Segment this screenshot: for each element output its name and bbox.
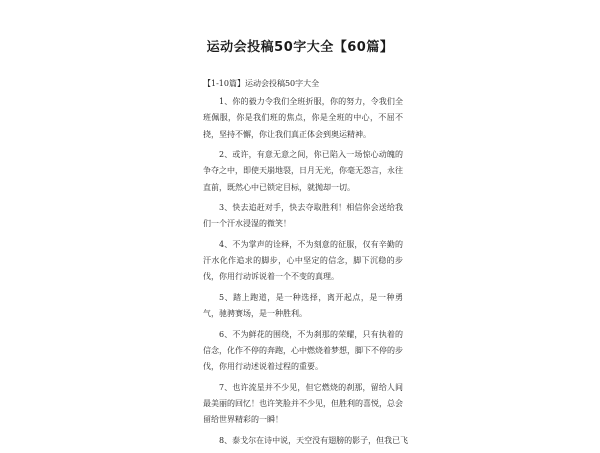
paragraph-6: 6、不为鲜花的围绕，不为刹那的荣耀，只有执着的信念，化作不停的奔跑，心中燃烧着梦想，脚下不停的步伐，你用行动述说着过程的重要。	[203, 329, 403, 372]
paragraph-8: 8、泰戈尔在诗中说，天空没有翅膀的影子，但我已飞	[219, 435, 409, 445]
document-title: 运动会投稿50字大全【60篇】	[206, 40, 394, 55]
paragraph-3: 3、快去追赶对手，快去夺取胜利！相信你会送给我们一个汗水浸湿的微笑！	[203, 203, 403, 229]
paragraph-4: 4、不为掌声的诠释，不为刻意的征服，仅有辛勤的汗水化作追求的脚步，心中坚定的信念，脚下沉稳的步伐，你用行动诉说着一个不变的真理。	[203, 240, 403, 282]
section-heading: 【1-10篇】运动会投稿50字大全	[203, 79, 320, 88]
document-body	[203, 76, 409, 453]
paragraph-1: 1、你的毅力令我们全班折服，你的努力，令我们全班佩服，你是我们班的焦点，你是全班的中心，不屈不挠，坚持不懈，你让我们真正体会到奥运精神。	[203, 97, 403, 139]
paragraph-2: 2、或许，有意无意之间，你已陷入一场惊心动魄的争夺之中，即使天崩地裂，日月无光，你毫无怨言，永往直前，既然心中已锁定目标，就抛却一切。	[203, 150, 403, 192]
paragraph-7: 7、也许流星并不少见，但它燃烧的刹那，留给人间最美丽的回忆！也许笑脸并不少见，但胜利的喜悦，总会留给世界精彩的一瞬！	[203, 382, 403, 425]
paragraph-5: 5、踏上跑道，是一种选择，离开起点，是一种勇气，驰骋赛场，是一种胜利。	[203, 293, 403, 319]
